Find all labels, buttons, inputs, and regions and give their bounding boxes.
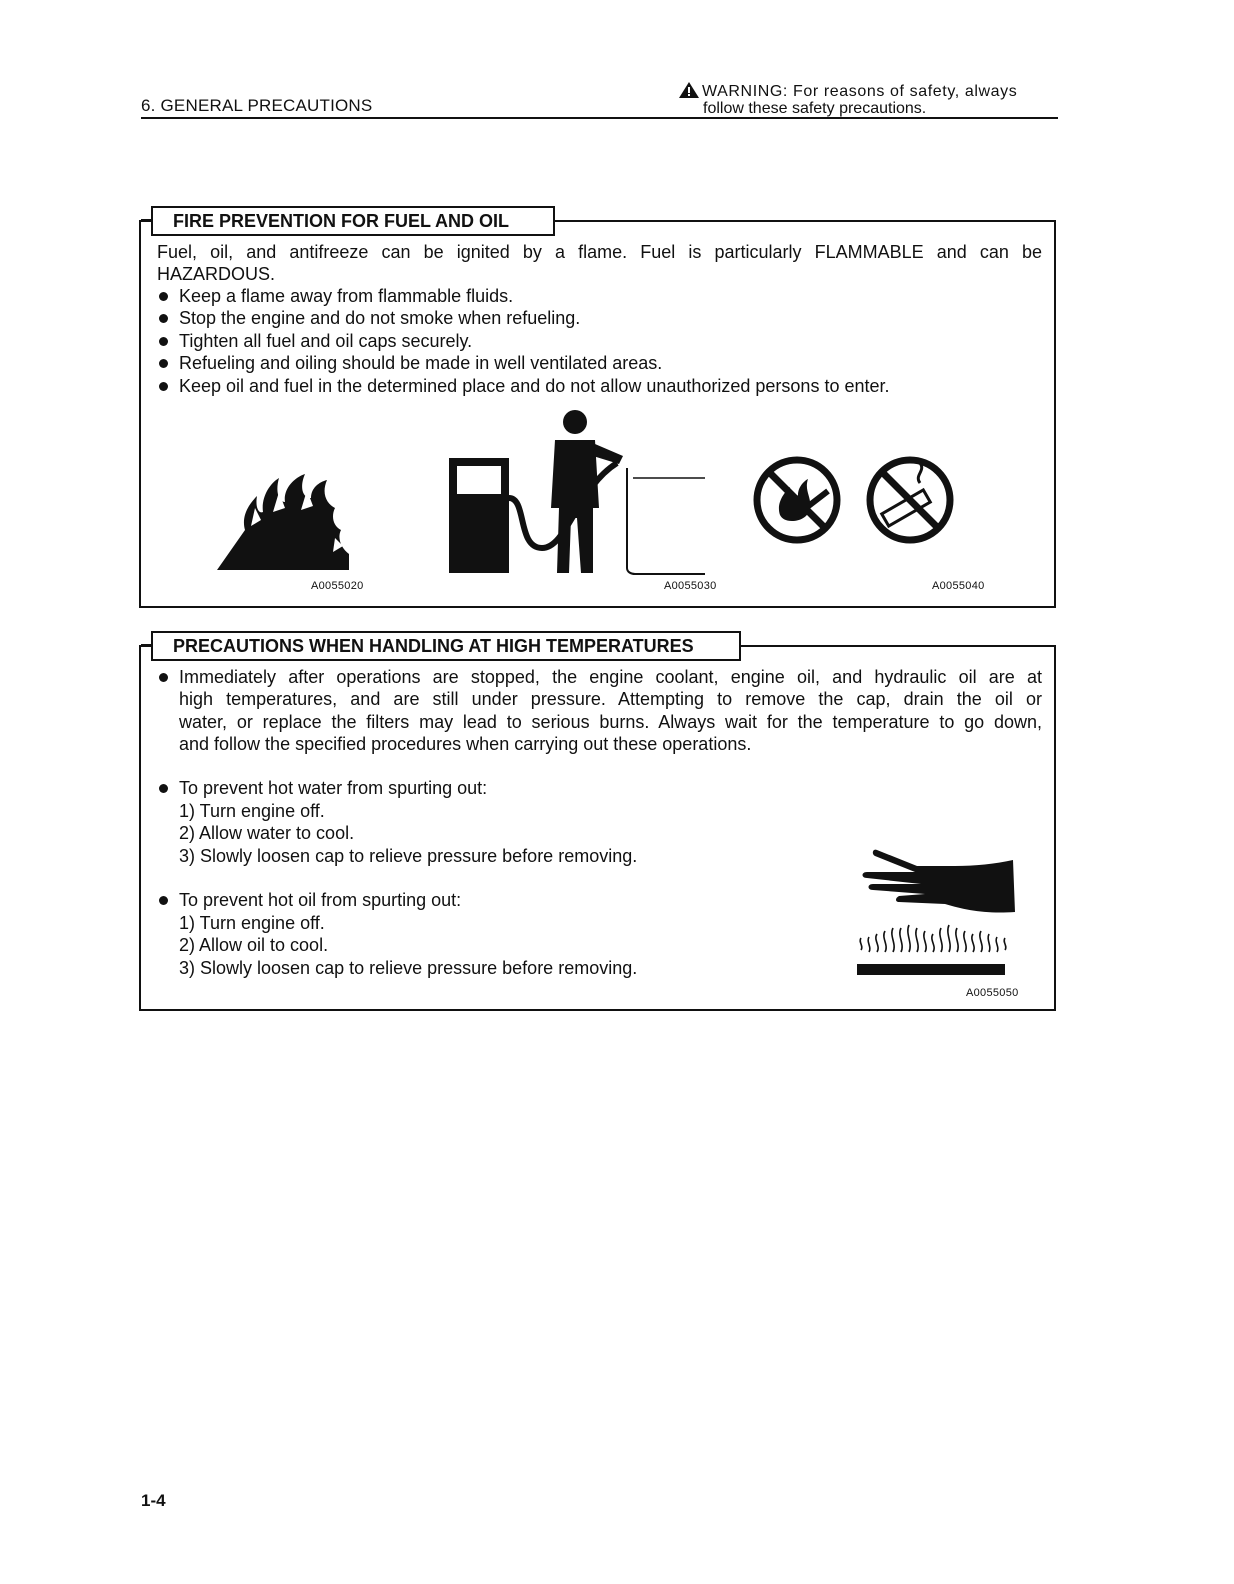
warning-notice (679, 82, 1059, 117)
hot-water-heading: To prevent hot water from spurting out: (179, 778, 488, 798)
list-item (157, 889, 757, 911)
hot-surface-hand-icon (855, 846, 1020, 981)
list-item: Tighten all fuel and oil caps securely. (157, 330, 1042, 352)
no-open-flame-icon (750, 453, 960, 547)
figure-code: A0055030 (664, 580, 717, 592)
step-item: 1) Turn engine off. (179, 801, 325, 821)
fire-prevention-title: FIRE PREVENTION FOR FUEL AND OIL (151, 206, 555, 236)
step-item: 3) Slowly loosen cap to relieve pressure before removing. (179, 845, 638, 866)
list-item (157, 666, 1042, 756)
step-item: 2) Allow oil to cool. (179, 935, 329, 956)
list-item: Keep oil and fuel in the determined place and do not allow unauthorized persons to enter. (157, 375, 1042, 397)
figure-code: A0055020 (311, 580, 364, 592)
list-item: Refueling and oiling should be made in well ventilated areas. (157, 352, 1042, 374)
list-item: Keep a flame away from flammable fluids. (157, 285, 1042, 307)
high-temperature-title: PRECAUTIONS WHEN HANDLING AT HIGH TEMPERATURES (151, 631, 741, 661)
figure-code: A0055050 (966, 987, 1019, 999)
hot-oil-list (157, 889, 757, 911)
flame-icon (215, 468, 355, 573)
header-rule (141, 117, 1058, 119)
refueling-illustration (447, 408, 709, 576)
heat-bullet-list (157, 666, 1042, 756)
fire-intro-line-2: HAZARDOUS. (157, 264, 276, 284)
fire-intro (157, 241, 1042, 285)
step-item: 3) Slowly loosen cap to relieve pressure before removing. (179, 957, 638, 978)
warning-triangle-icon (679, 82, 699, 98)
step-item: 1) Turn engine off. (179, 913, 325, 933)
section-title: 6. GENERAL PRECAUTIONS (141, 96, 373, 115)
fire-bullet-list (157, 285, 1042, 397)
step-item: 2) Allow water to cool. (179, 823, 355, 844)
figure-code: A0055040 (932, 580, 985, 592)
hot-water-list (157, 777, 757, 799)
heat-para-line: Immediately after operations are stopped, the engine coolant, engine oil, and hydraulic oil are at (179, 667, 1042, 687)
heat-para-line: water, or replace the filters may lead to serious burns. Always wait for the temperature to go down, (179, 711, 1042, 732)
fire-intro-line-1: Fuel, oil, and antifreeze can be ignited by a flame. Fuel is particularly FLAMMABLE and can be (157, 242, 1042, 262)
hot-oil-heading: To prevent hot oil from spurting out: (179, 890, 462, 910)
warning-line-2: follow these safety precautions. (703, 100, 927, 117)
list-item (157, 777, 757, 799)
list-item: Stop the engine and do not smoke when refueling. (157, 307, 1042, 329)
heat-para-line: and follow the specified procedures when carrying out these operations. (179, 734, 752, 755)
hot-water-steps (179, 800, 779, 867)
heat-para-line: high temperatures, and are still under pressure. Attempting to remove the cap, drain the oil or (179, 689, 1042, 710)
hot-oil-steps (179, 912, 779, 979)
page-number: 1-4 (141, 1491, 166, 1510)
warning-line-1: WARNING: For reasons of safety, always (702, 83, 1018, 100)
